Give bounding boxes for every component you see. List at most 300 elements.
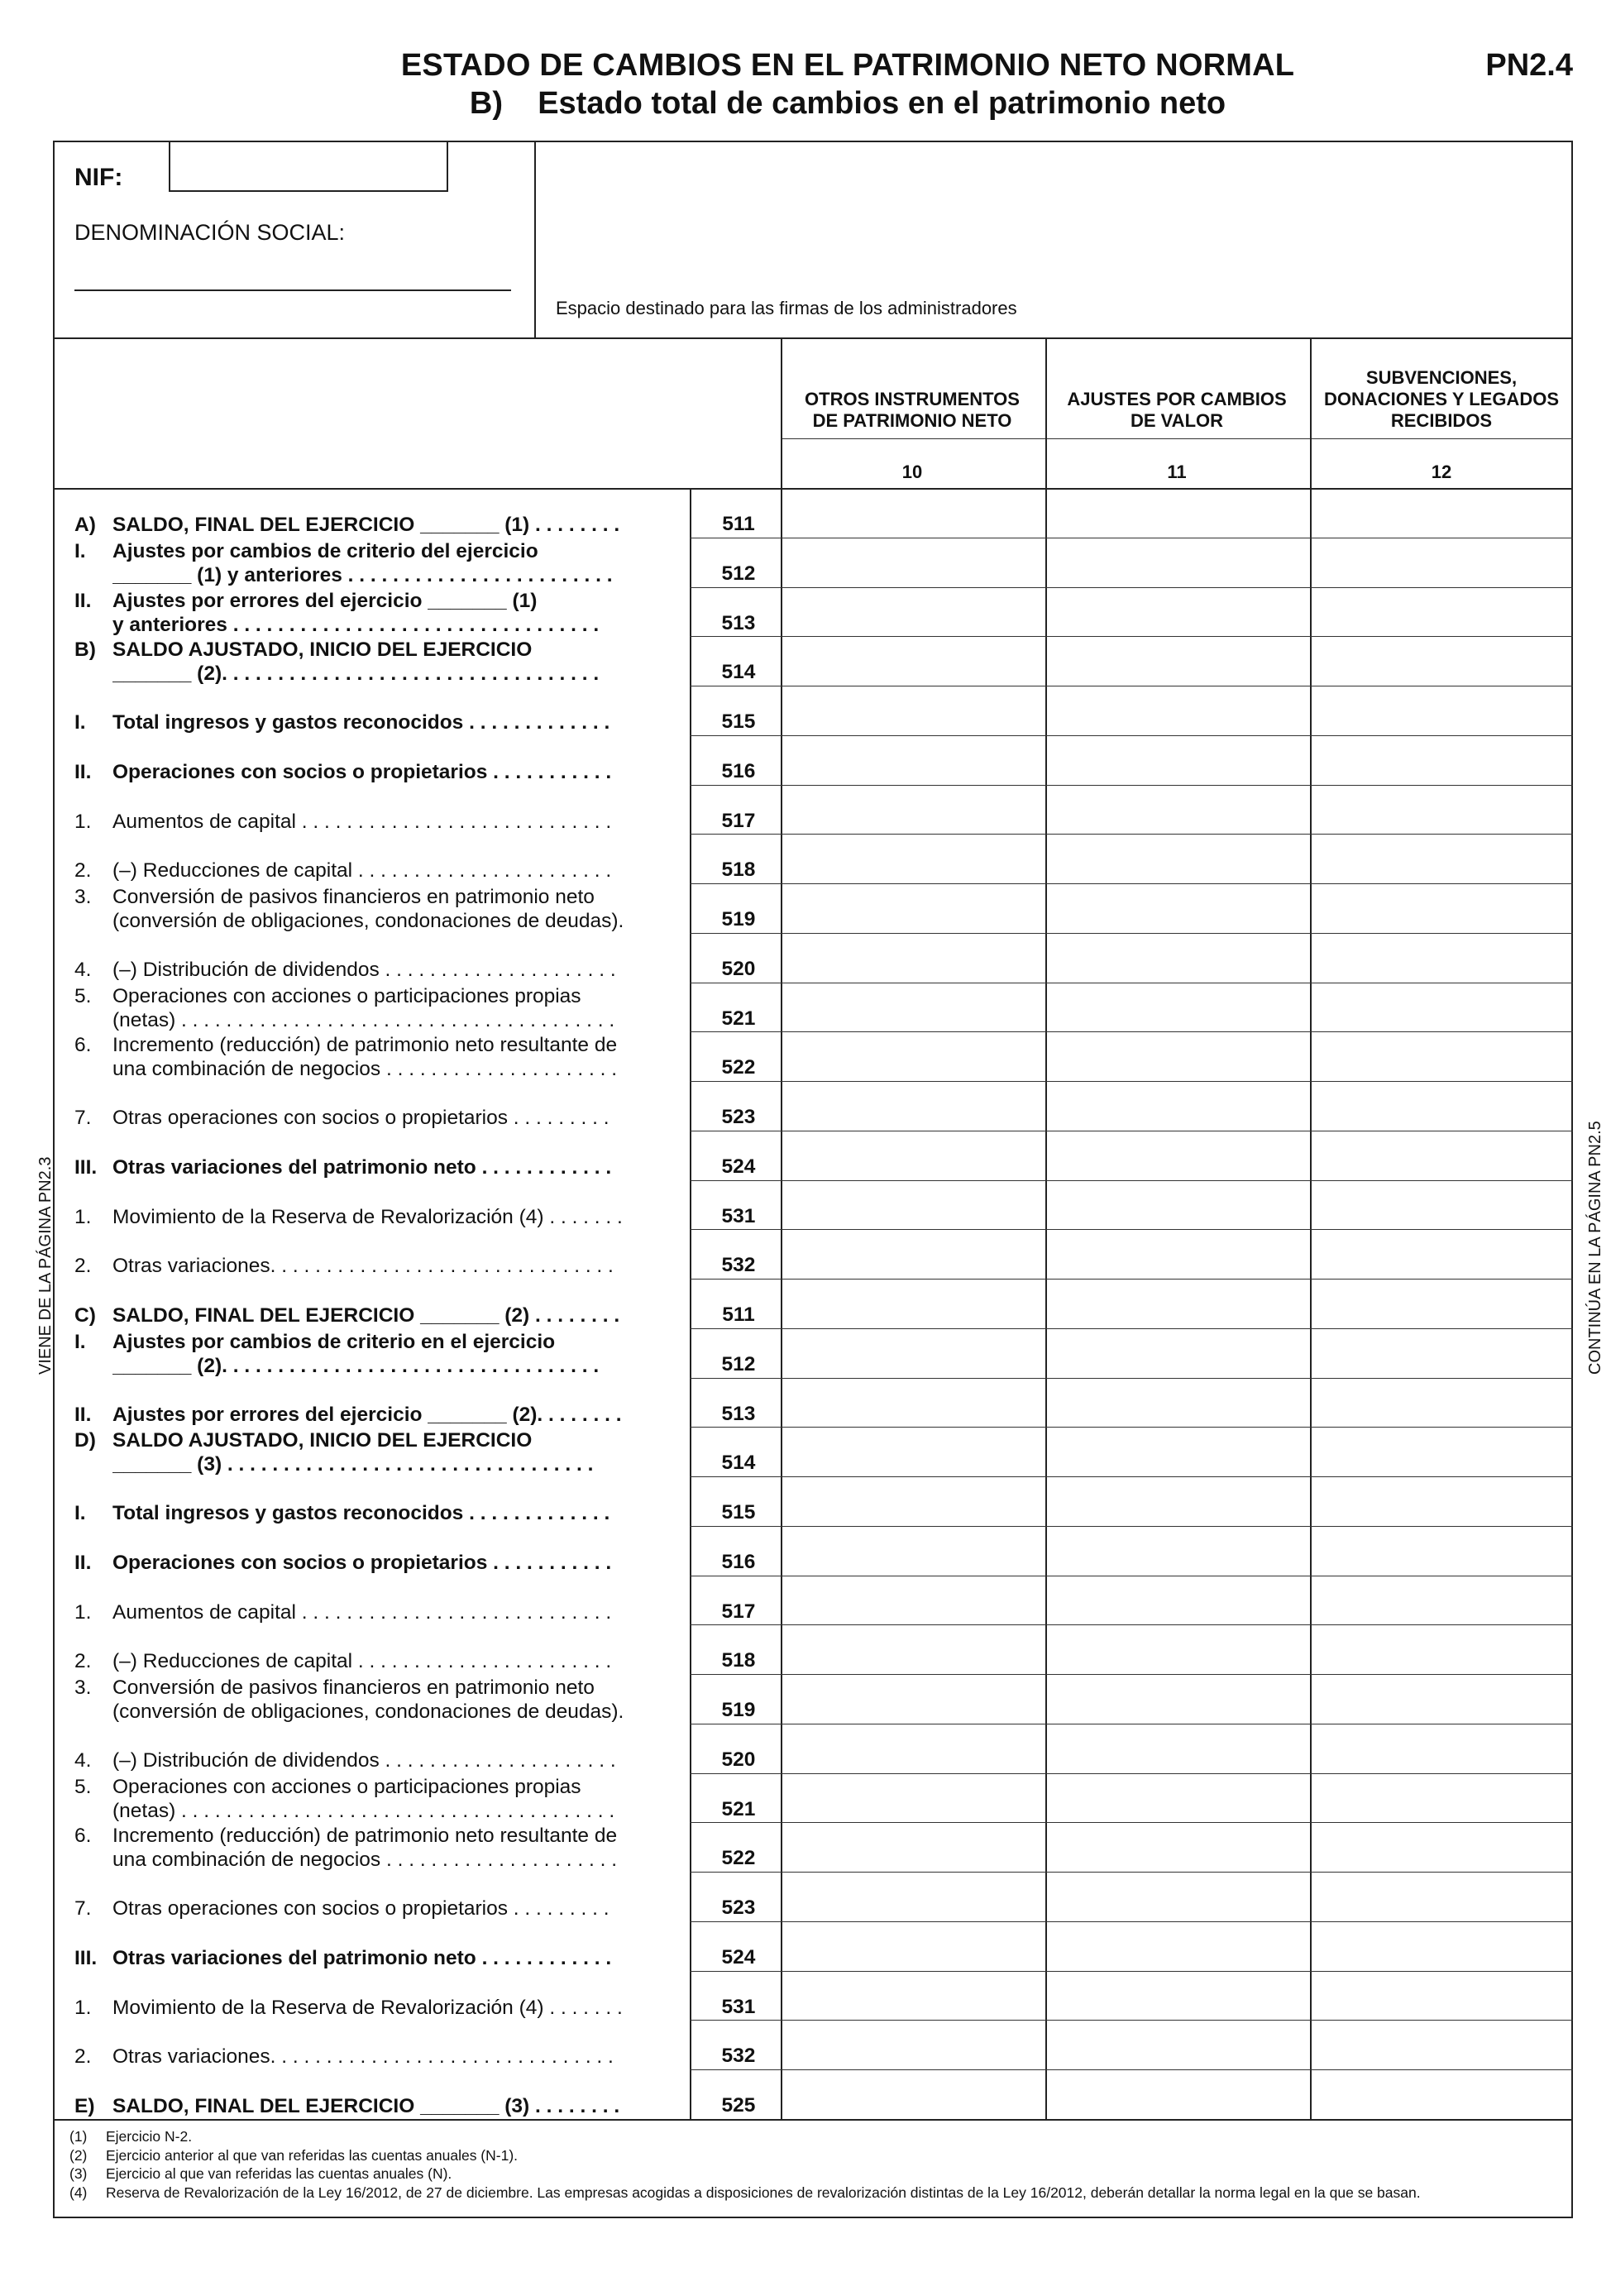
column-header-12: SUBVENCIONES, DONACIONES Y LEGADOS RECIBIDOS — [1323, 367, 1559, 431]
cell-col-11[interactable] — [1047, 2021, 1308, 2069]
row-prefix: II. — [74, 589, 92, 612]
cell-col-10[interactable] — [782, 1083, 1044, 1130]
cell-col-12[interactable] — [1312, 687, 1573, 734]
cell-col-12[interactable] — [1312, 935, 1573, 982]
footnote-text: Reserva de Revalorización de la Ley 16/2012, de 27 de diciembre. Las empresas acogidas a disposiciones de revalorización distintas de la Ley 16/2012, deberán detallar la norma legal en la que se basan. — [106, 2184, 1421, 2201]
table-row — [53, 1773, 1573, 1823]
column-number-12: 12 — [1431, 462, 1452, 482]
row-label-line2: Operaciones con socios o propietarios . . . . . . . . . . . — [112, 760, 612, 783]
table-row — [53, 1674, 1573, 1724]
side-text-continua: CONTINÚA EN LA PÁGINA PN2.5 — [1586, 1121, 1604, 1375]
row-prefix: III. — [74, 1946, 98, 1969]
row-rule — [690, 1476, 1573, 1477]
table-row — [53, 1724, 1573, 1773]
cell-col-10[interactable] — [782, 1725, 1044, 1772]
cell-col-12[interactable] — [1312, 1973, 1573, 2020]
row-prefix: 1. — [74, 1600, 92, 1624]
row-label-line1: Ajustes por cambios de criterio en el ejercicio — [112, 1330, 556, 1353]
side-text-viene: VIENE DE LA PÁGINA PN2.3 — [36, 1156, 55, 1375]
cell-col-11[interactable] — [1047, 1676, 1308, 1723]
row-label-line2: SALDO, FINAL DEL EJERCICIO _______ (2) . . . . . . . . — [112, 1304, 620, 1327]
row-rule — [690, 1971, 1573, 1972]
row-label-line2: Otras operaciones con socios o propietarios . . . . . . . . . — [112, 1107, 610, 1129]
row-code: 521 — [721, 1797, 756, 1820]
footnote — [69, 2164, 1421, 2184]
cell-col-10[interactable] — [782, 835, 1044, 883]
cell-col-11[interactable] — [1047, 1824, 1308, 1871]
row-label-line2: una combinación de negocios . . . . . . . . . . . . . . . . . . . . . — [112, 1849, 618, 1872]
cell-col-12[interactable] — [1312, 2021, 1573, 2069]
cell-col-11[interactable] — [1047, 787, 1308, 834]
cell-col-11[interactable] — [1047, 687, 1308, 734]
form-title: ESTADO DE CAMBIOS EN EL PATRIMONIO NETO NORMAL — [400, 48, 1295, 83]
row-prefix: 1. — [74, 1205, 92, 1228]
row-label-line1: Ajustes por cambios de criterio del ejercicio — [112, 539, 538, 562]
cell-col-12[interactable] — [1312, 1033, 1573, 1080]
row-rule — [690, 1674, 1573, 1675]
cell-col-12[interactable] — [1312, 1824, 1573, 1871]
row-prefix: 7. — [74, 1107, 92, 1129]
cell-col-11[interactable] — [1047, 1280, 1308, 1327]
row-code: 517 — [721, 809, 756, 832]
cell-col-10[interactable] — [782, 885, 1044, 932]
table-row — [53, 834, 1573, 883]
row-prefix: I. — [74, 1330, 86, 1353]
cell-col-11[interactable] — [1047, 638, 1308, 685]
row-code: 515 — [721, 710, 756, 733]
cell-col-12[interactable] — [1312, 589, 1573, 636]
table-row — [53, 538, 1573, 587]
row-code: 522 — [721, 1847, 756, 1870]
table-row — [53, 2020, 1573, 2069]
row-code: 524 — [721, 1945, 756, 1968]
cell-col-11[interactable] — [1047, 935, 1308, 982]
form-subtitle: B) Estado total de cambios en el patrimonio neto — [469, 86, 1226, 121]
row-code: 520 — [721, 1748, 756, 1771]
cell-col-10[interactable] — [782, 935, 1044, 982]
cell-col-10[interactable] — [782, 539, 1044, 586]
row-label-line2: _______ (3) . . . . . . . . . . . . . . . . . . . . . . . . . . . . . . . . . — [112, 1453, 594, 1476]
table-row — [53, 1476, 1573, 1526]
table-row — [53, 1180, 1573, 1230]
row-code: 515 — [721, 1501, 756, 1523]
row-label-line2: (conversión de obligaciones, condonaciones de deudas). — [112, 910, 624, 932]
footnote — [69, 2146, 1421, 2165]
cell-col-10[interactable] — [782, 1231, 1044, 1278]
row-code: 518 — [721, 859, 756, 882]
cell-col-11[interactable] — [1047, 1973, 1308, 2020]
cell-col-11[interactable] — [1047, 1380, 1308, 1427]
cell-col-10[interactable] — [782, 1330, 1044, 1377]
cell-col-12[interactable] — [1312, 787, 1573, 834]
row-code: 513 — [721, 1402, 756, 1425]
denominacion-label: DENOMINACIÓN SOCIAL: — [74, 220, 346, 245]
row-prefix: 4. — [74, 958, 92, 981]
cell-col-10[interactable] — [782, 2021, 1044, 2069]
row-rule — [690, 1822, 1573, 1823]
cell-col-10[interactable] — [782, 2071, 1044, 2118]
footnote-key: (3) — [69, 2165, 88, 2182]
row-label-line2: (netas) . . . . . . . . . . . . . . . . . . . . . . . . . . . . . . . . . . . . . . . — [112, 1008, 615, 1031]
footnote-text: Ejercicio anterior al que van referidas las cuentas anuales (N-1). — [106, 2146, 519, 2164]
cell-col-12[interactable] — [1312, 539, 1573, 586]
cell-col-12[interactable] — [1312, 1873, 1573, 1921]
firmas-area[interactable] — [536, 142, 1571, 336]
cell-col-12[interactable] — [1312, 638, 1573, 685]
row-prefix: E) — [74, 2095, 95, 2117]
row-rule — [690, 834, 1573, 835]
row-rule — [690, 1328, 1573, 1329]
cell-col-12[interactable] — [1312, 1676, 1573, 1723]
row-prefix: I. — [74, 1502, 86, 1524]
row-code: 518 — [721, 1649, 756, 1672]
row-code: 511 — [722, 513, 755, 535]
row-code: 519 — [721, 908, 756, 930]
cell-col-12[interactable] — [1312, 1280, 1573, 1327]
table-row — [53, 983, 1573, 1032]
table-row — [53, 1921, 1573, 1971]
footnote-key: (1) — [69, 2128, 88, 2145]
row-code: 517 — [721, 1600, 756, 1623]
row-label-line2: Total ingresos y gastos reconocidos . . . . . . . . . . . . . — [112, 711, 610, 734]
cell-col-12[interactable] — [1312, 984, 1573, 1031]
row-label-line2: Otras variaciones. . . . . . . . . . . . . . . . . . . . . . . . . . . . . . . — [112, 1255, 614, 1278]
row-label-line2: _______ (2). . . . . . . . . . . . . . . . . . . . . . . . . . . . . . . . . . — [112, 662, 600, 686]
row-prefix: A) — [74, 514, 96, 536]
cell-col-10[interactable] — [782, 1428, 1044, 1476]
row-rule — [690, 1872, 1573, 1873]
footnote — [69, 2184, 1421, 2203]
cell-col-12[interactable] — [1312, 1182, 1573, 1229]
footnote-key: (4) — [69, 2184, 88, 2201]
row-code: 525 — [721, 2094, 756, 2117]
column-header-rule — [781, 438, 1573, 439]
table-row — [53, 883, 1573, 933]
row-prefix: B) — [74, 639, 96, 662]
row-rule — [690, 1921, 1573, 1922]
row-label-line2: Movimiento de la Reserva de Revalorización (4) . . . . . . . — [112, 1996, 623, 2019]
row-code: 522 — [721, 1056, 756, 1079]
row-rule — [690, 1624, 1573, 1625]
cell-col-11[interactable] — [1047, 1330, 1308, 1377]
cell-col-12[interactable] — [1312, 835, 1573, 883]
cell-col-12[interactable] — [1312, 1775, 1573, 1822]
cell-col-11[interactable] — [1047, 835, 1308, 883]
row-rule — [690, 2020, 1573, 2021]
cell-col-12[interactable] — [1312, 1083, 1573, 1130]
table-row — [53, 1279, 1573, 1328]
row-label-line2: Ajustes por errores del ejercicio _______ (2). . . . . . . . — [112, 1403, 622, 1426]
cell-col-12[interactable] — [1312, 2071, 1573, 2118]
cell-col-11[interactable] — [1047, 589, 1308, 636]
cell-col-10[interactable] — [782, 687, 1044, 734]
row-label-line2: _______ (2). . . . . . . . . . . . . . . . . . . . . . . . . . . . . . . . . . — [112, 1354, 600, 1377]
table-row — [53, 1872, 1573, 1921]
row-label-line2: Total ingresos y gastos reconocidos . . . . . . . . . . . . . — [112, 1502, 610, 1524]
row-rule — [690, 785, 1573, 786]
row-code: 513 — [721, 611, 756, 634]
table-row — [53, 1526, 1573, 1576]
cell-col-12[interactable] — [1312, 885, 1573, 932]
row-label-line1: Operaciones con acciones o participaciones propias — [112, 1775, 581, 1798]
row-rule — [690, 1378, 1573, 1379]
firmas-area-label: Espacio destinado para las firmas de los administradores — [556, 298, 1017, 318]
row-code: 512 — [721, 1352, 756, 1375]
cell-col-10[interactable] — [782, 638, 1044, 685]
cell-col-10[interactable] — [782, 1873, 1044, 1921]
row-label-line2: (–) Distribución de dividendos . . . . . . . . . . . . . . . . . . . . . — [112, 958, 616, 981]
row-prefix: 1. — [74, 1996, 92, 2019]
cell-col-10[interactable] — [782, 1676, 1044, 1723]
table-row — [53, 1822, 1573, 1872]
cell-col-12[interactable] — [1312, 1132, 1573, 1179]
cell-col-11[interactable] — [1047, 1182, 1308, 1229]
cell-col-11[interactable] — [1047, 1478, 1308, 1525]
cell-col-12[interactable] — [1312, 1380, 1573, 1427]
row-label-line1: Conversión de pasivos financieros en patrimonio neto — [112, 1677, 595, 1699]
table-row — [53, 686, 1573, 735]
table-row — [53, 1427, 1573, 1476]
row-code: 524 — [721, 1155, 756, 1178]
row-rule — [690, 587, 1573, 588]
row-prefix: 2. — [74, 1255, 92, 1278]
row-label-line2: (–) Distribución de dividendos . . . . . . . . . . . . . . . . . . . . . — [112, 1748, 616, 1772]
table-row — [53, 1328, 1573, 1378]
nif-label: NIF: — [74, 164, 123, 191]
row-label-line2: y anteriores . . . . . . . . . . . . . . . . . . . . . . . . . . . . . . . . . — [112, 613, 600, 636]
cell-col-10[interactable] — [782, 1923, 1044, 1970]
row-label-line2: (netas) . . . . . . . . . . . . . . . . . . . . . . . . . . . . . . . . . . . . . . . — [112, 1799, 615, 1822]
cell-col-11[interactable] — [1047, 1083, 1308, 1130]
row-prefix: C) — [74, 1304, 96, 1327]
footnote-key: (2) — [69, 2146, 88, 2164]
cell-col-10[interactable] — [782, 1824, 1044, 1871]
row-rule — [690, 636, 1573, 637]
page-code: PN2.4 — [1485, 48, 1573, 83]
cell-col-11[interactable] — [1047, 1231, 1308, 1278]
row-prefix: 1. — [74, 810, 92, 833]
row-label-line2: Otras operaciones con socios o propietarios . . . . . . . . . — [112, 1897, 610, 1920]
cell-col-10[interactable] — [782, 1033, 1044, 1080]
cell-col-10[interactable] — [782, 984, 1044, 1031]
cell-col-11[interactable] — [1047, 2071, 1308, 2118]
row-rule — [690, 1081, 1573, 1082]
row-label-line2: Otras variaciones. . . . . . . . . . . . . . . . . . . . . . . . . . . . . . . — [112, 2045, 614, 2069]
row-code: 514 — [721, 1452, 756, 1475]
row-prefix: 6. — [74, 1034, 92, 1057]
table-row — [53, 1131, 1573, 1180]
cell-col-11[interactable] — [1047, 1577, 1308, 1624]
cell-col-11[interactable] — [1047, 1923, 1308, 1970]
cell-col-10[interactable] — [782, 1577, 1044, 1624]
row-label-line2: una combinación de negocios . . . . . . . . . . . . . . . . . . . . . — [112, 1058, 618, 1081]
row-label-line2: Operaciones con socios o propietarios . . . . . . . . . . . — [112, 1551, 612, 1574]
cell-col-12[interactable] — [1312, 1428, 1573, 1476]
table-row — [53, 933, 1573, 983]
table-row — [53, 1576, 1573, 1625]
cell-col-10[interactable] — [782, 1380, 1044, 1427]
cell-col-11[interactable] — [1047, 539, 1308, 586]
row-label-line2: Otras variaciones del patrimonio neto . . . . . . . . . . . . — [112, 1946, 612, 1969]
row-label-line1: Incremento (reducción) de patrimonio neto resultante de — [112, 1825, 618, 1848]
cell-col-11[interactable] — [1047, 1725, 1308, 1772]
cell-col-10[interactable] — [782, 589, 1044, 636]
cell-col-12[interactable] — [1312, 737, 1573, 784]
row-code: 516 — [721, 759, 756, 782]
row-prefix: 7. — [74, 1897, 92, 1920]
table-row — [53, 1229, 1573, 1279]
cell-col-12[interactable] — [1312, 490, 1573, 537]
row-label-line2: (conversión de obligaciones, condonaciones de deudas). — [112, 1700, 624, 1723]
row-rule — [690, 1773, 1573, 1774]
row-prefix: II. — [74, 1551, 92, 1574]
cell-col-12[interactable] — [1312, 1577, 1573, 1624]
column-number-11: 11 — [1167, 462, 1187, 482]
table-row — [53, 2069, 1573, 2119]
row-prefix: II. — [74, 1403, 92, 1426]
row-prefix: 6. — [74, 1825, 92, 1848]
row-rule — [690, 1279, 1573, 1280]
row-rule — [690, 1229, 1573, 1230]
cell-col-12[interactable] — [1312, 1330, 1573, 1377]
row-label-line2: (–) Reducciones de capital . . . . . . . . . . . . . . . . . . . . . . . — [112, 859, 612, 883]
row-prefix: II. — [74, 760, 92, 783]
row-prefix: 4. — [74, 1748, 92, 1772]
cell-col-11[interactable] — [1047, 1528, 1308, 1575]
footnotes — [69, 2127, 1421, 2202]
row-code: 519 — [721, 1699, 756, 1721]
row-rule — [690, 1031, 1573, 1032]
cell-col-12[interactable] — [1312, 1725, 1573, 1772]
row-code: 514 — [721, 661, 756, 684]
row-label-line2: Aumentos de capital . . . . . . . . . . . . . . . . . . . . . . . . . . . . — [112, 810, 612, 833]
table-row — [53, 488, 1573, 538]
cell-col-10[interactable] — [782, 490, 1044, 537]
row-label-line2: Movimiento de la Reserva de Revalorización (4) . . . . . . . — [112, 1205, 623, 1228]
cell-col-12[interactable] — [1312, 1478, 1573, 1525]
footnote — [69, 2127, 1421, 2146]
cell-col-11[interactable] — [1047, 1775, 1308, 1822]
cell-col-11[interactable] — [1047, 1873, 1308, 1921]
row-prefix: 2. — [74, 2045, 92, 2069]
row-label-line1: Operaciones con acciones o participaciones propias — [112, 984, 581, 1007]
cell-col-11[interactable] — [1047, 1033, 1308, 1080]
ident-bottom-rule — [53, 337, 1573, 339]
cell-col-11[interactable] — [1047, 1132, 1308, 1179]
cell-col-11[interactable] — [1047, 1626, 1308, 1673]
row-prefix: I. — [74, 539, 86, 562]
row-label-line2: (–) Reducciones de capital . . . . . . . . . . . . . . . . . . . . . . . — [112, 1650, 612, 1673]
table-row — [53, 1624, 1573, 1674]
row-label-line2: SALDO, FINAL DEL EJERCICIO _______ (1) . . . . . . . . — [112, 514, 620, 536]
cell-col-11[interactable] — [1047, 885, 1308, 932]
column-header-10: OTROS INSTRUMENTOS DE PATRIMONIO NETO — [805, 389, 1020, 431]
row-prefix: 2. — [74, 1650, 92, 1673]
cell-col-10[interactable] — [782, 1280, 1044, 1327]
table-row — [53, 1081, 1573, 1131]
cell-col-11[interactable] — [1047, 737, 1308, 784]
cell-col-12[interactable] — [1312, 1231, 1573, 1278]
row-code: 512 — [721, 562, 756, 585]
cell-col-11[interactable] — [1047, 984, 1308, 1031]
cell-col-12[interactable] — [1312, 1923, 1573, 1970]
row-prefix: D) — [74, 1429, 96, 1452]
row-code: 531 — [721, 1995, 756, 2018]
row-rule — [690, 2069, 1573, 2070]
row-label-line1: Incremento (reducción) de patrimonio neto resultante de — [112, 1034, 618, 1057]
row-code: 532 — [721, 2045, 756, 2068]
cell-col-11[interactable] — [1047, 1428, 1308, 1476]
table-row — [53, 636, 1573, 686]
cell-col-10[interactable] — [782, 1528, 1044, 1575]
cell-col-12[interactable] — [1312, 1528, 1573, 1575]
row-prefix: 3. — [74, 886, 92, 908]
row-rule — [690, 933, 1573, 934]
cell-col-10[interactable] — [782, 1132, 1044, 1179]
row-prefix: 2. — [74, 859, 92, 883]
column-header-11: AJUSTES POR CAMBIOS DE VALOR — [1067, 389, 1287, 431]
table-row — [53, 1031, 1573, 1081]
row-label-line2: Otras variaciones del patrimonio neto . . . . . . . . . . . . — [112, 1155, 612, 1179]
row-prefix: III. — [74, 1155, 98, 1179]
row-label-line1: Ajustes por errores del ejercicio _______ (1) — [112, 589, 538, 612]
row-rule — [690, 735, 1573, 736]
row-rule — [690, 883, 1573, 884]
row-label-line2: SALDO, FINAL DEL EJERCICIO _______ (3) . . . . . . . . — [112, 2095, 620, 2117]
cell-col-10[interactable] — [782, 737, 1044, 784]
row-code: 531 — [721, 1204, 756, 1227]
row-code: 532 — [721, 1254, 756, 1277]
row-rule — [690, 1526, 1573, 1527]
nif-input-box[interactable] — [169, 141, 448, 192]
table-row — [53, 587, 1573, 637]
row-code: 523 — [721, 1897, 756, 1919]
row-prefix: 5. — [74, 984, 92, 1007]
footnote-text: Ejercicio al que van referidas las cuentas anuales (N). — [106, 2165, 452, 2182]
cell-col-10[interactable] — [782, 1478, 1044, 1525]
row-rule — [690, 1427, 1573, 1428]
row-label-line1: Conversión de pasivos financieros en patrimonio neto — [112, 886, 595, 908]
row-code: 520 — [721, 957, 756, 980]
cell-col-12[interactable] — [1312, 1626, 1573, 1673]
cell-col-11[interactable] — [1047, 490, 1308, 537]
row-prefix: I. — [74, 711, 86, 734]
cell-col-10[interactable] — [782, 1626, 1044, 1673]
row-label-line1: SALDO AJUSTADO, INICIO DEL EJERCICIO — [112, 639, 533, 662]
cell-col-10[interactable] — [782, 787, 1044, 834]
table-row — [53, 735, 1573, 785]
row-code: 516 — [721, 1550, 756, 1573]
row-label-line2: Aumentos de capital . . . . . . . . . . . . . . . . . . . . . . . . . . . . — [112, 1600, 612, 1624]
row-code: 523 — [721, 1106, 756, 1128]
cell-col-10[interactable] — [782, 1973, 1044, 2020]
denominacion-input-line[interactable] — [74, 289, 511, 291]
cell-col-10[interactable] — [782, 1775, 1044, 1822]
table-row — [53, 1378, 1573, 1428]
cell-col-10[interactable] — [782, 1182, 1044, 1229]
table-row — [53, 1971, 1573, 2021]
row-label-line1: SALDO AJUSTADO, INICIO DEL EJERCICIO — [112, 1429, 533, 1452]
table-bottom-rule — [53, 2119, 1573, 2121]
footnote-text: Ejercicio N-2. — [106, 2128, 193, 2145]
row-label-line2: _______ (1) y anteriores . . . . . . . . . . . . . . . . . . . . . . . . — [112, 563, 613, 586]
row-prefix: 3. — [74, 1677, 92, 1699]
table-row — [53, 785, 1573, 835]
row-code: 521 — [721, 1007, 756, 1030]
column-number-10: 10 — [901, 462, 923, 482]
row-prefix: 5. — [74, 1775, 92, 1798]
row-code: 511 — [722, 1303, 755, 1326]
